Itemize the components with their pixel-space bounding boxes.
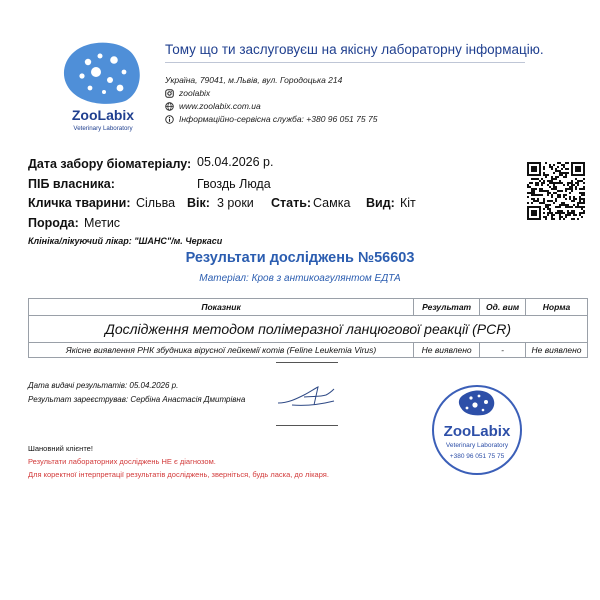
owner-label: ПІБ власника:	[28, 177, 115, 191]
zoolabix-logo	[58, 40, 148, 140]
logo-wordmark: ZooLabix	[71, 107, 135, 123]
address-text: Україна, 79041, м.Львів, вул. Городоцька 214	[165, 75, 343, 85]
clinic-info: Клініка/лікуючий лікар: "ШАНС"/м. Черкаси	[28, 236, 223, 246]
pet-name: Сільва	[136, 196, 176, 210]
unit-cell: -	[480, 343, 526, 358]
instagram-handle: zoolabix	[179, 88, 211, 98]
website-link[interactable]: www.zoolabix.com.ua	[179, 101, 261, 111]
globe-icon	[165, 102, 174, 111]
sex-label: Стать:	[271, 196, 312, 210]
instagram-icon	[165, 89, 174, 98]
stamp-phone: +380 96 051 75 75	[449, 453, 505, 460]
age-value: 3 роки	[217, 196, 254, 210]
collection-date: 05.04.2026 р.	[197, 155, 274, 169]
results-table	[28, 298, 588, 358]
tagline: Тому що ти заслуговуєш на якісну лабораторну інформацію.	[165, 42, 544, 57]
section-row	[29, 316, 588, 343]
species-label: Вид:	[366, 196, 395, 210]
website-contact	[165, 101, 261, 111]
signature	[274, 383, 340, 411]
age-label: Вік:	[187, 196, 210, 210]
instagram-contact	[165, 88, 210, 98]
signature-line-bottom	[276, 425, 338, 426]
breed-label: Порода:	[28, 216, 79, 230]
notice-consult: Для коректної інтерпретації результатів досліджень, зверніться, будь ласка, до лікаря.	[28, 470, 329, 479]
table-row	[29, 343, 588, 358]
sex-value: Самка	[313, 196, 351, 210]
info-icon	[165, 115, 174, 124]
indicator-cell: Якісне виявлення РНК збудника вірусної лейкемії котів (Feline Leukemia Virus)	[29, 343, 414, 358]
greeting: Шановний клієнте!	[28, 444, 93, 453]
material-type: Матеріал: Кров з антикоагулянтом ЕДТА	[199, 273, 401, 284]
tagline-divider	[165, 62, 525, 63]
address	[165, 75, 342, 85]
table-header-row	[29, 299, 588, 316]
qr-code	[527, 162, 585, 220]
hotline-contact	[165, 114, 377, 124]
col-result: Результат	[414, 299, 480, 316]
signature-line-top	[276, 362, 338, 363]
lab-stamp	[431, 384, 523, 476]
col-indicator: Показник	[29, 299, 414, 316]
owner-name: Гвоздь Люда	[197, 177, 271, 191]
hotline-text: Інформаційно-сервісна служба: +380 96 051 75 75	[179, 114, 378, 124]
breed-value: Метис	[84, 216, 121, 230]
pcr-section-title: Дослідження методом полімеразної ланцюгової реакції (PCR)	[29, 316, 588, 343]
stamp-subtitle: Veterinary Laboratory	[445, 442, 509, 449]
col-unit: Од. вим	[480, 299, 526, 316]
collection-date-row	[28, 155, 191, 173]
logo-subtitle: Veterinary Laboratory	[73, 125, 133, 132]
issue-date: Дата видачі результатів: 05.04.2026 р.	[28, 381, 179, 390]
stamp-brand: ZooLabix	[443, 423, 511, 440]
results-title: Результати досліджень №56603	[185, 250, 415, 266]
collection-date-label: Дата забору біоматеріалу:	[28, 157, 192, 171]
species-value: Кіт	[400, 196, 416, 210]
registered-by: Результат зареєстрував: Сербіна Анастасія Дмитрівна	[28, 395, 246, 404]
pet-name-label: Кличка тварини:	[28, 196, 131, 210]
notice-diagnosis: Результати лабораторних досліджень НЕ є діагнозом.	[28, 457, 216, 466]
col-norm: Норма	[526, 299, 588, 316]
norm-cell: Не виявлено	[526, 343, 588, 358]
result-cell: Не виявлено	[414, 343, 480, 358]
